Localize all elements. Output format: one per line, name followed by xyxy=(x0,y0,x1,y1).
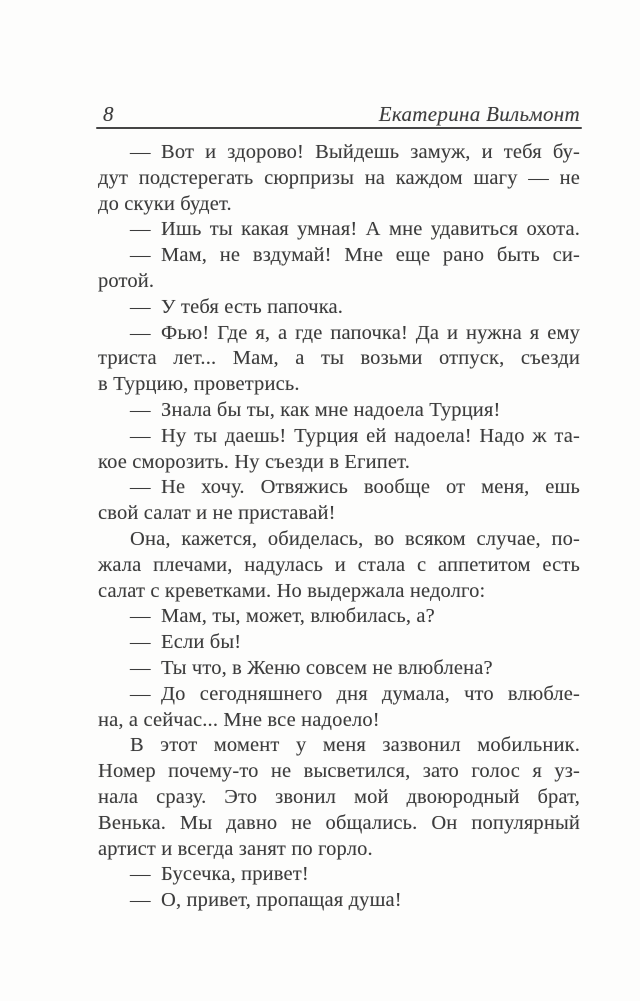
text-line: — Ты что, в Женю совсем не влюблена? xyxy=(130,656,493,679)
text-line: до скуки будет. xyxy=(98,192,232,215)
paragraph xyxy=(98,475,580,527)
text-line: нала сразу. Это звонил мой двоюродный брат, xyxy=(98,785,580,808)
running-header-author: Екатерина Вильмонт xyxy=(378,102,580,126)
text-line: свой салат и не приставай! xyxy=(98,502,336,525)
paragraph xyxy=(98,630,580,656)
text-line: — Фью! Где я, а где папочка! Да и нужна я ему xyxy=(130,321,580,344)
paragraph xyxy=(98,656,580,682)
text-line: — Мам, не вздумай! Мне еще рано быть си- xyxy=(130,244,580,267)
paragraph xyxy=(98,243,580,295)
text-line: — Не хочу. Отвяжись вообще от меня, ешь xyxy=(130,476,580,499)
text-line: на, а сейчас... Мне все надоело! xyxy=(98,708,380,731)
text-line: кое сморозить. Ну съезди в Египет. xyxy=(98,450,410,473)
paragraph xyxy=(98,398,580,424)
text-line: в Турцию, проветрись. xyxy=(98,373,300,396)
paragraph xyxy=(98,217,580,243)
text-line: — Знала бы ты, как мне надоела Турция! xyxy=(130,398,501,421)
page-text xyxy=(98,140,580,914)
text-line: — Вот и здорово! Выйдешь замуж, и тебя бу- xyxy=(130,141,580,163)
text-line: — О, привет, пропащая душа! xyxy=(130,889,402,912)
text-line: Венька. Мы давно не общались. Он популярный xyxy=(98,811,580,834)
text-line: жала плечами, надулась и стала с аппетитом есть xyxy=(98,553,580,576)
text-line: — Ну ты даешь! Турция ей надоела! Надо ж та- xyxy=(130,424,580,447)
text-line: — У тебя есть папочка. xyxy=(130,295,344,318)
text-line: салат с креветками. Но выдержала недолго: xyxy=(98,579,486,602)
header-rule xyxy=(96,127,582,129)
paragraph xyxy=(98,604,580,630)
text-line: — Ишь ты какая умная! А мне удавиться охота. xyxy=(130,218,580,241)
paragraph xyxy=(98,527,580,604)
text-line: триста лет... Мам, а ты возьми отпуск, съезди xyxy=(98,347,580,370)
running-header xyxy=(96,101,582,127)
page-number: 8 xyxy=(103,102,114,126)
text-line: ротой. xyxy=(98,269,155,292)
text-line: — До сегодняшнего дня думала, что влюбле- xyxy=(130,682,580,705)
paragraph xyxy=(98,888,580,914)
text-line: — Мам, ты, может, влюбилась, а? xyxy=(130,605,435,628)
text-line: — Если бы! xyxy=(130,631,242,654)
text-line: дут подстерегать сюрпризы на каждом шагу — не xyxy=(98,166,580,189)
paragraph xyxy=(98,682,580,734)
paragraph xyxy=(98,424,580,476)
paragraph xyxy=(98,733,580,862)
paragraph xyxy=(98,295,580,321)
paragraph xyxy=(98,321,580,398)
paragraph xyxy=(98,140,580,217)
text-line: В этот момент у меня зазвонил мобильник. xyxy=(130,734,580,757)
text-line: — Бусечка, привет! xyxy=(130,863,309,886)
text-line: Она, кажется, обиделась, во всяком случае, по- xyxy=(130,527,580,550)
paragraph xyxy=(98,862,580,888)
text-line: артист и всегда занят по горло. xyxy=(98,837,373,860)
text-line: Номер почему-то не высветился, зато голос я уз- xyxy=(98,760,580,783)
